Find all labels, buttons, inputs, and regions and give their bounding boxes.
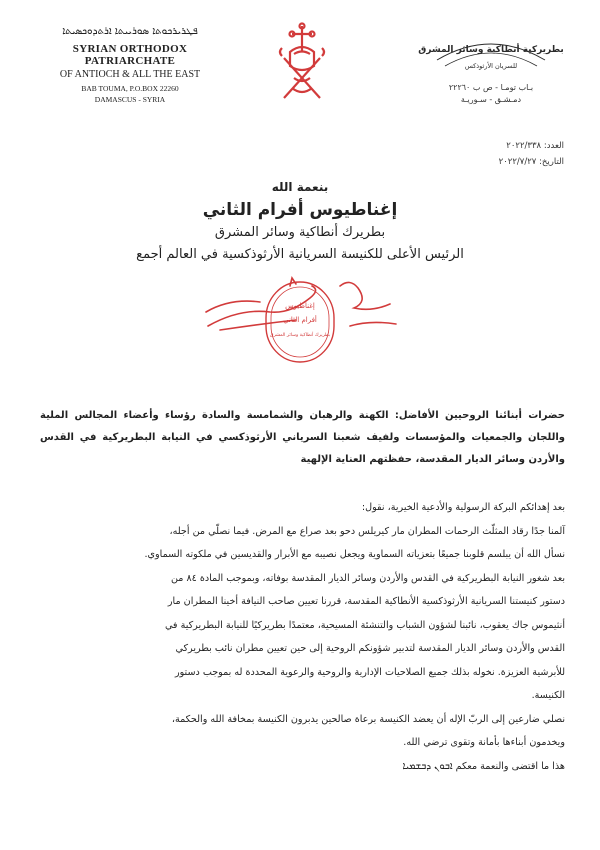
arabic-calligraphy-seal [418,26,564,74]
letterhead-arabic [406,26,576,106]
reference-number: العدد: ٢٠٢٢/٣٣٨ [506,141,564,151]
document-date: التاريخ: ٢٠٢٢/٧/٢٧ [498,157,564,167]
signature-and-stamp [200,268,400,368]
letterhead-english [30,26,230,105]
seal-subtext: للسريان الأرثوذكس [464,62,518,70]
patriarchate-title: SYRIAN ORTHODOX PATRIARCHATE [72,43,188,67]
body-line: أنثيموس جاك يعقوب، نائبنا لشؤون الشباب والتنشئة المسيحية، معتمدًا بطريركيًا للنيابة البطريركية في [164,619,565,631]
stamp-line-2: أفرام الثاني [283,316,317,324]
addressees-paragraph: حضرات أبنائنا الروحيين الأفاضل: الكهنة والرهبان والشمامسة والسادة رؤساء وأعضاء المجالس الملية واللجان والجمعيات والمؤسسات ولفيف شعبنا السرياني الأرثوذكسي في النيابة البطريركية في القدس والأردن وسائر الديار المقدسة، حفظتهم العناية الإلهية [40,410,565,465]
patriarch-title-1: بطريرك أنطاكية وسائر المشرق [214,225,386,240]
reference-block [499,138,564,170]
body-line: بعد إهدائكم البركة الرسولية والأدعية الخيرية، نقول: [361,502,565,513]
body-line: هذا ما اقتضى والنعمة معكم ܐܒܘܢ ܕܒܫܡܝܐ [402,760,565,772]
body-line: آلمنا جدًا رقاد المثلّث الرحمات المطران مار كيريلس دحو بعد صراع مع المرض. فيما نصلّي من أجله، [169,525,565,537]
patriarch-title-2: الرئيس الأعلى للكنيسة السريانية الأرثوذكسية في العالم أجمع [136,247,464,262]
address-line-1: BAB TOUMA, P.O.BOX 22260 [81,84,179,93]
body-line: نصلي ضارعين إلى الربّ الإله أن يعضد الكنيسة برعاة صالحين يدبرون الكنيسة بمخافة الله والحكمة، [171,713,565,725]
by-grace-of-god: بنعمة الله [271,180,329,194]
patriarchate-subtitle: OF ANTIOCH & ALL THE EAST [59,69,201,80]
letter-body [40,496,565,778]
address-line-2: DAMASCUS - SYRIA [94,95,166,104]
patriarchal-emblem [272,22,332,102]
seal-text: بطريركية أنطاكية وسائر المشرق [418,45,564,55]
body-line: دستور كنيستنا السريانية الأرثوذكسية الأنطاكية المقدسة، قررنا تعيين صاحب النيافة أخينا المطران مار [167,596,565,607]
arabic-address-2: دمـشـق - سـوريـة [460,95,522,104]
body-line: بعد شغور النيابة البطريركية في القدس والأردن وسائر الديار المقدسة بوفاته، وبموجب المادة ٨٤ من [170,572,565,584]
signature-icon [200,268,400,368]
syriac-heading: ܦܛܪܝܪܟܘܬܐ ܣܘܪܝܝܬܐ ܐܪܬܕܘܟܣܝܬܐ [62,26,198,37]
body-line: ويخدمون أبناءها بأمانة وتقوى ترضي الله. [403,737,565,748]
body-line: الكنيسة. [531,690,565,701]
arabic-address-1: بـاب تومـا - ص ب ٢٢٢٦٠ [448,83,534,92]
body-line: القدس والأردن وسائر الديار المقدسة لتدبير شؤونكم الروحية إلى حين تعيين مطران نائب بطريركي [175,643,565,654]
body-line: نسأل الله أن يبلسم قلوبنا جميعًا بتعزياته السماوية ويجعل نصيبه مع الأبرار والقديسين في ملكوته السماوي. [144,549,565,560]
emblem-icon [272,22,332,102]
body-line: للأبرشية العزيزة. نخوله بذلك جميع الصلاحيات الإدارية والروحية والرعوية المحددة له بموجب دستور [174,666,565,678]
patriarch-name: إغناطيوس أفرام الثاني [202,200,398,220]
stamp-line-3: بطريرك أنطاكية وسائر المشرق [269,333,331,338]
stamp-line-1: إغناطيوس [285,302,315,310]
